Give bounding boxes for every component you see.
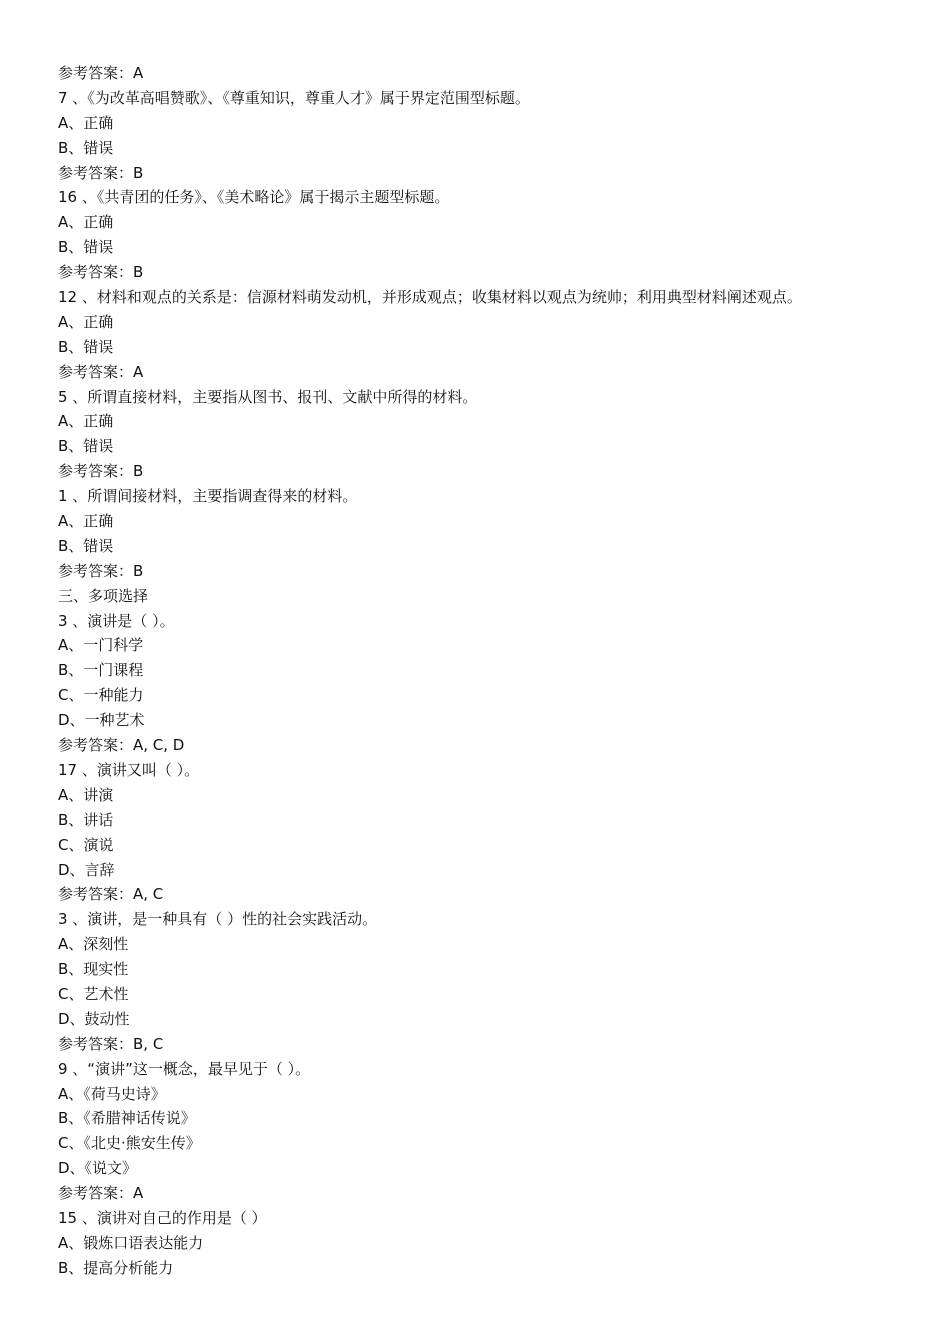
text-line: B、提高分析能力 (58, 1258, 174, 1277)
text-line: A、深刻性 (58, 935, 129, 954)
text-line: 3 、演讲，是一种具有（ ）性的社会实践活动。 (58, 910, 378, 929)
text-line: D、言辞 (58, 860, 115, 879)
text-line: 15 、演讲对自己的作用是（ ） (58, 1208, 267, 1227)
text-line: B、现实性 (58, 960, 129, 979)
text-line: 参考答案：B (58, 462, 144, 481)
text-line: B、错误 (58, 138, 114, 157)
text-line: A、讲演 (58, 785, 114, 804)
text-line: 三、多项选择 (58, 586, 149, 605)
text-line: B、错误 (58, 536, 114, 555)
text-line: 参考答案：A, C (58, 885, 164, 904)
text-line: 参考答案：B (58, 263, 144, 282)
text-line: A、正确 (58, 113, 114, 132)
text-line: 参考答案：A, C, D (58, 736, 185, 755)
text-line: D、《说文》 (58, 1159, 138, 1178)
text-line: 1 、所谓间接材料，主要指调查得来的材料。 (58, 487, 358, 506)
text-line: B、一门课程 (58, 661, 144, 680)
text-line: 参考答案：A (58, 1184, 144, 1203)
document-body (58, 61, 928, 1281)
text-line: 参考答案：B, C (58, 1034, 164, 1053)
text-line: 9 、“演讲”这一概念，最早见于（ ）。 (58, 1059, 311, 1078)
text-line: 16 、《共青团的任务》、《美术略论》属于揭示主题型标题。 (58, 188, 450, 207)
text-line: C、艺术性 (58, 984, 129, 1003)
text-line: 17 、演讲又叫（ ）。 (58, 760, 200, 779)
text-line: 5 、所谓直接材料，主要指从图书、报刊、文献中所得的材料。 (58, 387, 478, 406)
text-line: 参考答案：B (58, 561, 144, 580)
text-line: C、一种能力 (58, 686, 144, 705)
text-line: A、正确 (58, 213, 114, 232)
text-line: B、讲话 (58, 810, 114, 829)
text-line: B、错误 (58, 437, 114, 456)
text-line: 7 、《为改革高唱赞歌》、《尊重知识，尊重人才》属于界定范围型标题。 (58, 88, 530, 107)
text-line: 参考答案：A (58, 362, 144, 381)
text-line: D、鼓动性 (58, 1009, 130, 1028)
text-line: A、《荷马史诗》 (58, 1084, 166, 1103)
text-line: A、正确 (58, 512, 114, 531)
text-line: 12 、材料和观点的关系是：信源材料萌发动机，并形成观点；收集材料以观点为统帅；利用典型材料阐述观点。 (58, 288, 802, 307)
text-line: A、正确 (58, 412, 114, 431)
text-line: C、演说 (58, 835, 114, 854)
text-line: A、一门科学 (58, 636, 144, 655)
text-line: B、错误 (58, 337, 114, 356)
text-line: C、《北史·熊安生传》 (58, 1134, 201, 1153)
text-line: 参考答案：B (58, 163, 144, 182)
text-line: A、正确 (58, 312, 114, 331)
text-line: D、一种艺术 (58, 711, 145, 730)
text-line: A、锻炼口语表达能力 (58, 1233, 204, 1252)
text-line: B、错误 (58, 238, 114, 257)
text-line: 参考答案：A (58, 64, 144, 82)
text-line: B、《希腊神话传说》 (58, 1109, 196, 1128)
text-line: 3 、演讲是（ ）。 (58, 611, 175, 630)
